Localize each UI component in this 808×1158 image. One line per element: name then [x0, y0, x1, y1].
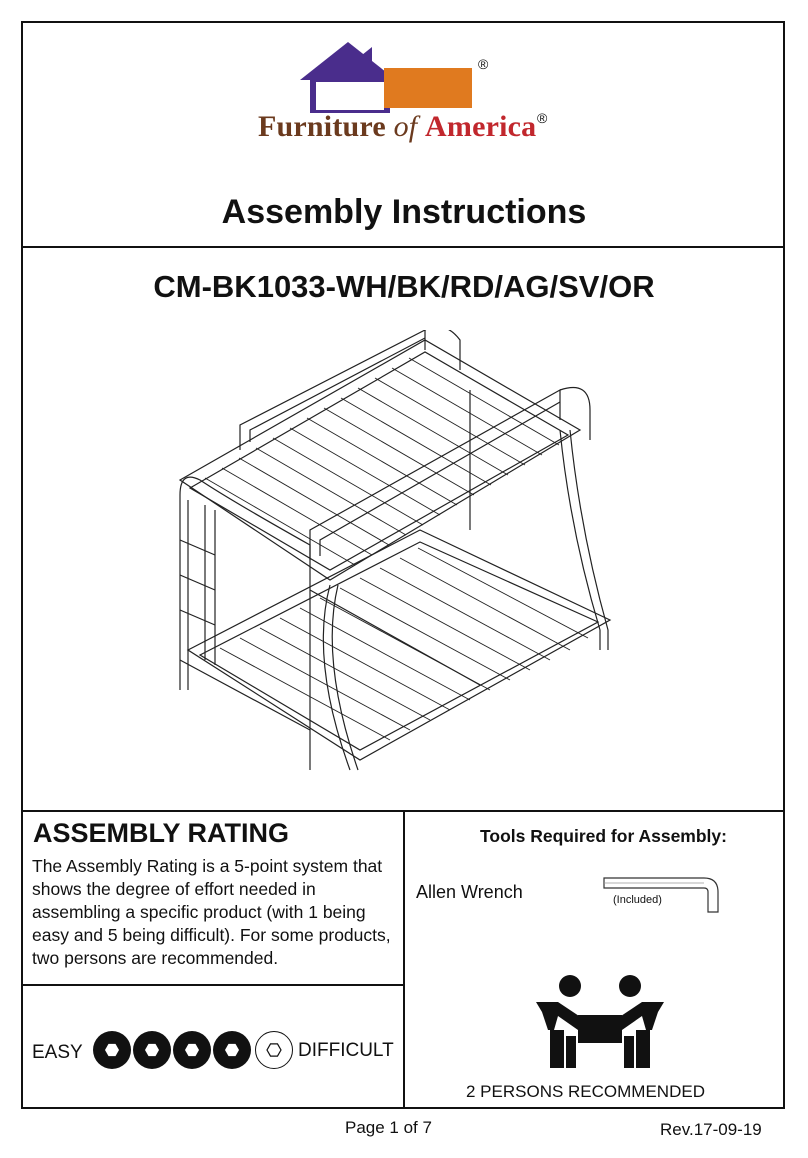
rating-dot-filled	[93, 1031, 131, 1069]
page-title: Assembly Instructions	[221, 193, 587, 231]
brand-logo-icon	[0, 0, 808, 120]
bunk-bed-drawing	[160, 330, 620, 790]
header-divider	[21, 246, 785, 248]
page-number: Page 1 of 7	[345, 1118, 432, 1137]
registered-mark-2: ®	[537, 110, 548, 126]
tools-heading: Tools Required for Assembly:	[480, 826, 727, 846]
rating-divider	[21, 984, 404, 986]
rating-dot-filled	[133, 1031, 171, 1069]
registered-mark: ®	[478, 56, 489, 72]
model-number: CM-BK1033-WH/BK/RD/AG/SV/OR	[153, 269, 655, 304]
brand-name: Furniture of America	[258, 110, 537, 143]
tool-name: Allen Wrench	[416, 882, 523, 902]
tool-note: (Included)	[613, 894, 662, 906]
persons-recommended-label: 2 PERSONS RECOMMENDED	[466, 1082, 705, 1101]
two-persons-lifting-icon	[528, 970, 688, 1070]
assembly-rating-description: The Assembly Rating is a 5-point system that shows the degree of effort needed in assembling a specific product (with 1 being easy and 5 being difficult). For some products, two persons are recommended.	[32, 856, 391, 968]
difficult-label: DIFFICULT	[298, 1040, 394, 1061]
assembly-rating-heading: ASSEMBLY RATING	[33, 818, 290, 848]
revision-label: Rev.17-09-19	[660, 1120, 762, 1139]
rating-dot-filled	[173, 1031, 211, 1069]
rating-dot-filled	[213, 1031, 251, 1069]
column-divider	[403, 810, 405, 1109]
easy-label: EASY	[32, 1042, 83, 1063]
rating-dot-empty	[255, 1031, 293, 1069]
